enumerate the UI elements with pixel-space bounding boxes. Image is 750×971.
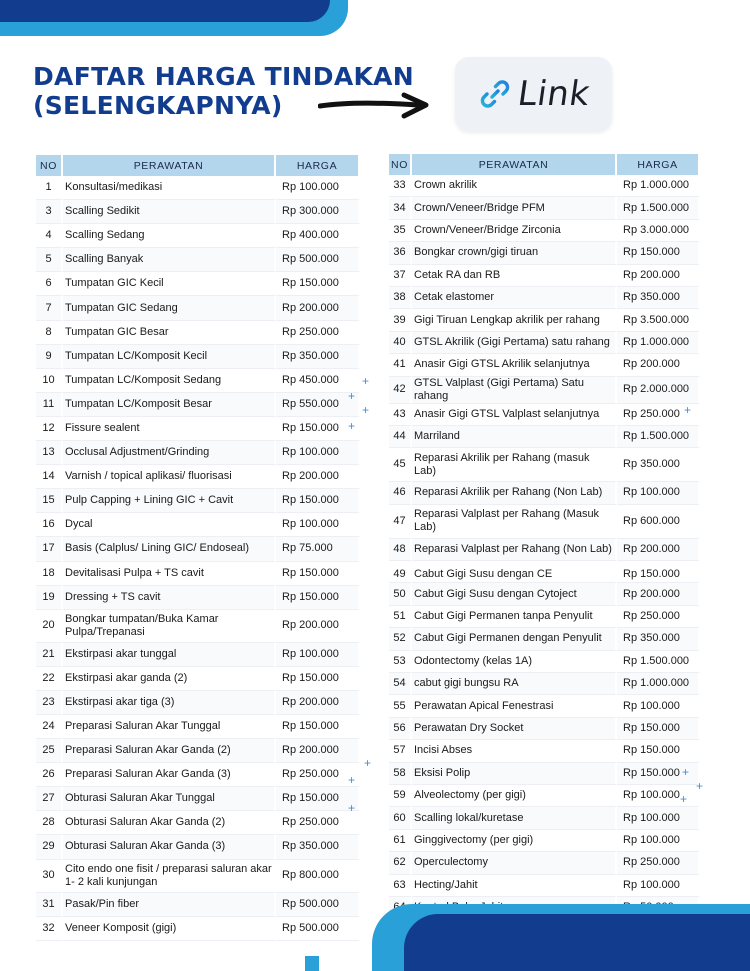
row-number: 54 xyxy=(389,673,412,695)
table-row xyxy=(389,606,700,628)
row-number: 21 xyxy=(36,643,63,667)
row-number: 29 xyxy=(36,835,63,859)
table-row xyxy=(389,583,700,605)
treatment-name: Cabut Gigi Permanen dengan Penyulit xyxy=(412,628,617,650)
table-row xyxy=(36,465,360,489)
table-row xyxy=(389,220,700,242)
table-row xyxy=(389,740,700,762)
treatment-name: GTSL Valplast (Gigi Pertama) Satu rahang xyxy=(412,377,617,404)
treatment-price: Rp 1.500.000 xyxy=(617,197,700,219)
row-number: 61 xyxy=(389,830,412,852)
table-row xyxy=(389,175,700,197)
treatment-price: Rp 100.000 xyxy=(276,643,360,667)
table-row xyxy=(389,404,700,426)
plus-sparkle-icon: + xyxy=(696,779,704,793)
treatment-price: Rp 150.000 xyxy=(276,586,360,610)
table-row xyxy=(389,309,700,331)
arrow-right-icon xyxy=(318,90,430,120)
treatment-name: Pulp Capping + Lining GIC + Cavit xyxy=(63,489,276,513)
link-button[interactable] xyxy=(455,57,612,131)
treatment-price: Rp 200.000 xyxy=(276,296,360,320)
treatment-price: Rp 250.000 xyxy=(617,852,700,874)
row-number: 60 xyxy=(389,807,412,829)
table-row xyxy=(389,830,700,852)
row-number: 26 xyxy=(36,763,63,787)
table-row xyxy=(36,489,360,513)
treatment-price: Rp 100.000 xyxy=(617,785,700,807)
treatment-price: Rp 200.000 xyxy=(617,539,700,561)
table-row xyxy=(36,643,360,667)
header-harga: HARGA xyxy=(617,154,700,175)
treatment-price: Rp 500.000 xyxy=(276,893,360,917)
treatment-name: Scalling Sedang xyxy=(63,224,276,248)
treatment-name: Perawatan Apical Fenestrasi xyxy=(412,695,617,717)
treatment-price: Rp 150.000 xyxy=(276,667,360,691)
treatment-name: Ekstirpasi akar tiga (3) xyxy=(63,691,276,715)
row-number: 39 xyxy=(389,309,412,331)
row-number: 44 xyxy=(389,426,412,448)
treatment-name: Preparasi Saluran Akar Ganda (3) xyxy=(63,763,276,787)
row-number: 43 xyxy=(389,404,412,426)
treatment-name: Ekstirpasi akar ganda (2) xyxy=(63,667,276,691)
price-table-right xyxy=(389,154,700,919)
link-chain-icon xyxy=(478,77,512,111)
treatment-price: Rp 100.000 xyxy=(617,807,700,829)
table-header-row xyxy=(389,154,700,175)
table-row xyxy=(389,448,700,482)
link-label: Link xyxy=(514,74,593,114)
treatment-name: Scalling lokal/kuretase xyxy=(412,807,617,829)
header-perawatan: PERAWATAN xyxy=(63,155,276,176)
row-number: 52 xyxy=(389,628,412,650)
table-row xyxy=(36,787,360,811)
treatment-name: Obturasi Saluran Akar Ganda (3) xyxy=(63,835,276,859)
plus-sparkle-icon: + xyxy=(362,403,370,417)
row-number: 42 xyxy=(389,377,412,404)
treatment-price: Rp 350.000 xyxy=(617,628,700,650)
treatment-price: Rp 75.000 xyxy=(276,537,360,561)
table-row xyxy=(36,610,360,643)
row-number: 30 xyxy=(36,860,63,893)
row-number: 38 xyxy=(389,287,412,309)
table-row xyxy=(36,835,360,859)
row-number: 34 xyxy=(389,197,412,219)
treatment-name: Cabut Gigi Susu dengan Cytoject xyxy=(412,583,617,605)
treatment-price: Rp 1.000.000 xyxy=(617,332,700,354)
plus-sparkle-icon: + xyxy=(364,756,372,770)
row-number: 28 xyxy=(36,811,63,835)
treatment-name: Cetak RA dan RB xyxy=(412,265,617,287)
row-number: 31 xyxy=(36,893,63,917)
treatment-name: Perawatan Dry Socket xyxy=(412,718,617,740)
treatment-name: Veneer Komposit (gigi) xyxy=(63,917,276,941)
row-number: 50 xyxy=(389,583,412,605)
treatment-price: Rp 1.000.000 xyxy=(617,673,700,695)
table-row xyxy=(36,860,360,893)
header-no: NO xyxy=(389,154,412,175)
table-row xyxy=(36,811,360,835)
treatment-name: Alveolectomy (per gigi) xyxy=(412,785,617,807)
row-number: 57 xyxy=(389,740,412,762)
row-number: 40 xyxy=(389,332,412,354)
row-number: 51 xyxy=(389,606,412,628)
treatment-price: Rp 150.000 xyxy=(276,787,360,811)
plus-sparkle-icon: + xyxy=(680,792,688,806)
row-number: 47 xyxy=(389,505,412,539)
treatment-name: Scalling Banyak xyxy=(63,248,276,272)
treatment-name: Reparasi Akrilik per Rahang (Non Lab) xyxy=(412,482,617,504)
treatment-price: Rp 100.000 xyxy=(617,830,700,852)
table-row xyxy=(36,296,360,320)
row-number: 14 xyxy=(36,465,63,489)
row-number: 16 xyxy=(36,513,63,537)
table-row xyxy=(36,763,360,787)
row-number: 62 xyxy=(389,852,412,874)
table-row xyxy=(389,852,700,874)
table-row xyxy=(36,272,360,296)
treatment-name: Tumpatan LC/Komposit Sedang xyxy=(63,369,276,393)
row-number: 10 xyxy=(36,369,63,393)
treatment-price: Rp 150.000 xyxy=(617,740,700,762)
price-table-left xyxy=(36,155,360,941)
treatment-price: Rp 150.000 xyxy=(617,242,700,264)
treatment-name: Cito endo one fisit / preparasi saluran akar 1- 2 kali kunjungan xyxy=(63,860,276,893)
row-number: 37 xyxy=(389,265,412,287)
treatment-name: Tumpatan GIC Sedang xyxy=(63,296,276,320)
treatment-price: Rp 350.000 xyxy=(276,345,360,369)
treatment-name: Incisi Abses xyxy=(412,740,617,762)
treatment-price: Rp 300.000 xyxy=(276,200,360,224)
treatment-price: Rp 200.000 xyxy=(617,583,700,605)
table-row xyxy=(389,718,700,740)
treatment-price: Rp 500.000 xyxy=(276,917,360,941)
row-number: 46 xyxy=(389,482,412,504)
row-number: 33 xyxy=(389,175,412,197)
row-number: 3 xyxy=(36,200,63,224)
treatment-price: Rp 800.000 xyxy=(276,860,360,893)
row-number: 7 xyxy=(36,296,63,320)
row-number: 48 xyxy=(389,539,412,561)
treatment-price: Rp 200.000 xyxy=(276,465,360,489)
treatment-name: Ekstirpasi akar tunggal xyxy=(63,643,276,667)
plus-sparkle-icon: + xyxy=(348,419,356,433)
page-title-line1: DAFTAR HARGA TINDAKAN xyxy=(33,62,415,91)
treatment-price: Rp 350.000 xyxy=(617,448,700,482)
treatment-price: Rp 250.000 xyxy=(276,811,360,835)
treatment-name: GTSL Akrilik (Gigi Pertama) satu rahang xyxy=(412,332,617,354)
treatment-name: Ginggivectomy (per gigi) xyxy=(412,830,617,852)
row-number: 32 xyxy=(36,917,63,941)
treatment-name: Tumpatan GIC Kecil xyxy=(63,272,276,296)
bottom-decor-band-inner xyxy=(404,914,750,971)
treatment-name: Tumpatan LC/Komposit Kecil xyxy=(63,345,276,369)
treatment-name: Crown/Veneer/Bridge Zirconia xyxy=(412,220,617,242)
table-row xyxy=(36,562,360,586)
treatment-name: Fissure sealent xyxy=(63,417,276,441)
row-number: 22 xyxy=(36,667,63,691)
treatment-price: Rp 1.500.000 xyxy=(617,426,700,448)
treatment-name: Reparasi Akrilik per Rahang (masuk Lab) xyxy=(412,448,617,482)
table-row xyxy=(389,265,700,287)
table-row xyxy=(36,893,360,917)
table-header-row xyxy=(36,155,360,176)
table-row xyxy=(36,739,360,763)
table-row xyxy=(36,321,360,345)
table-row xyxy=(389,785,700,807)
plus-sparkle-icon: + xyxy=(348,773,356,787)
table-row xyxy=(389,287,700,309)
table-row xyxy=(36,345,360,369)
treatment-price: Rp 100.000 xyxy=(617,875,700,897)
treatment-name: Crown/Veneer/Bridge PFM xyxy=(412,197,617,219)
table-row xyxy=(36,691,360,715)
treatment-name: Eksisi Polip xyxy=(412,763,617,785)
plus-sparkle-icon: + xyxy=(362,374,370,388)
table-row xyxy=(36,513,360,537)
treatment-price: Rp 150.000 xyxy=(276,562,360,586)
treatment-price: Rp 100.000 xyxy=(276,513,360,537)
treatment-name: Gigi Tiruan Lengkap akrilik per rahang xyxy=(412,309,617,331)
treatment-price: Rp 500.000 xyxy=(276,248,360,272)
table-row xyxy=(36,200,360,224)
table-row xyxy=(389,695,700,717)
treatment-price: Rp 200.000 xyxy=(617,354,700,376)
treatment-price: Rp 100.000 xyxy=(276,176,360,200)
row-number: 63 xyxy=(389,875,412,897)
treatment-price: Rp 550.000 xyxy=(276,393,360,417)
treatment-price: Rp 100.000 xyxy=(617,695,700,717)
row-number: 25 xyxy=(36,739,63,763)
treatment-name: Anasir Gigi GTSL Akrilik selanjutnya xyxy=(412,354,617,376)
row-number: 35 xyxy=(389,220,412,242)
row-number: 11 xyxy=(36,393,63,417)
header-no: NO xyxy=(36,155,63,176)
treatment-price: Rp 2.000.000 xyxy=(617,377,700,404)
table-row xyxy=(389,242,700,264)
treatment-price: Rp 150.000 xyxy=(276,272,360,296)
row-number: 12 xyxy=(36,417,63,441)
header-perawatan: PERAWATAN xyxy=(412,154,617,175)
treatment-price: Rp 250.000 xyxy=(617,606,700,628)
table-row xyxy=(389,354,700,376)
treatment-name: Cetak elastomer xyxy=(412,287,617,309)
table-row xyxy=(36,369,360,393)
row-number: 36 xyxy=(389,242,412,264)
row-number: 27 xyxy=(36,787,63,811)
table-row xyxy=(389,673,700,695)
treatment-name: Bongkar tumpatan/Buka Kamar Pulpa/Trepanasi xyxy=(63,610,276,643)
row-number: 17 xyxy=(36,537,63,561)
table-row xyxy=(36,667,360,691)
treatment-name: Obturasi Saluran Akar Ganda (2) xyxy=(63,811,276,835)
row-number: 15 xyxy=(36,489,63,513)
table-row xyxy=(36,248,360,272)
treatment-name: Varnish / topical aplikasi/ fluorisasi xyxy=(63,465,276,489)
treatment-price: Rp 100.000 xyxy=(276,441,360,465)
row-number: 5 xyxy=(36,248,63,272)
treatment-name: Dycal xyxy=(63,513,276,537)
treatment-price: Rp 100.000 xyxy=(617,482,700,504)
header-harga: HARGA xyxy=(276,155,360,176)
table-row xyxy=(36,417,360,441)
table-row xyxy=(389,482,700,504)
treatment-name: Marriland xyxy=(412,426,617,448)
row-number: 59 xyxy=(389,785,412,807)
treatment-price: Rp 150.000 xyxy=(276,489,360,513)
row-number: 13 xyxy=(36,441,63,465)
treatment-name: Scalling Sedikit xyxy=(63,200,276,224)
treatment-name: Cabut Gigi Susu dengan CE xyxy=(412,561,617,583)
table-row xyxy=(389,628,700,650)
row-number: 58 xyxy=(389,763,412,785)
treatment-price: Rp 150.000 xyxy=(276,715,360,739)
treatment-price: Rp 3.500.000 xyxy=(617,309,700,331)
treatment-price: Rp 200.000 xyxy=(276,610,360,643)
treatment-price: Rp 3.000.000 xyxy=(617,220,700,242)
treatment-name: Preparasi Saluran Akar Ganda (2) xyxy=(63,739,276,763)
row-number: 53 xyxy=(389,651,412,673)
treatment-name: cabut gigi bungsu RA xyxy=(412,673,617,695)
treatment-name: Obturasi Saluran Akar Tunggal xyxy=(63,787,276,811)
bottom-decor-square xyxy=(305,956,319,971)
treatment-name: Anasir Gigi GTSL Valplast selanjutnya xyxy=(412,404,617,426)
treatment-name: Dressing + TS cavit xyxy=(63,586,276,610)
row-number: 6 xyxy=(36,272,63,296)
plus-sparkle-icon: + xyxy=(348,389,356,403)
row-number: 55 xyxy=(389,695,412,717)
treatment-price: Rp 150.000 xyxy=(617,718,700,740)
treatment-price: Rp 450.000 xyxy=(276,369,360,393)
row-number: 1 xyxy=(36,176,63,200)
treatment-name: Tumpatan LC/Komposit Besar xyxy=(63,393,276,417)
treatment-name: Cabut Gigi Permanen tanpa Penyulit xyxy=(412,606,617,628)
table-row xyxy=(389,377,700,404)
treatment-price: Rp 350.000 xyxy=(276,835,360,859)
treatment-price: Rp 350.000 xyxy=(617,287,700,309)
treatment-name: Odontectomy (kelas 1A) xyxy=(412,651,617,673)
treatment-name: Tumpatan GIC Besar xyxy=(63,321,276,345)
table-row xyxy=(389,561,700,583)
row-number: 23 xyxy=(36,691,63,715)
treatment-price: Rp 600.000 xyxy=(617,505,700,539)
treatment-price: Rp 1.500.000 xyxy=(617,651,700,673)
table-row xyxy=(36,715,360,739)
treatment-price: Rp 150.000 xyxy=(617,561,700,583)
row-number: 19 xyxy=(36,586,63,610)
table-row xyxy=(389,875,700,897)
treatment-price: Rp 150.000 xyxy=(276,417,360,441)
table-row xyxy=(36,224,360,248)
treatment-name: Operculectomy xyxy=(412,852,617,874)
treatment-name: Preparasi Saluran Akar Tunggal xyxy=(63,715,276,739)
row-number: 8 xyxy=(36,321,63,345)
table-row xyxy=(389,539,700,561)
treatment-name: Hecting/Jahit xyxy=(412,875,617,897)
treatment-name: Crown akrilik xyxy=(412,175,617,197)
row-number: 41 xyxy=(389,354,412,376)
table-row xyxy=(36,917,360,941)
table-row xyxy=(389,807,700,829)
treatment-price: Rp 250.000 xyxy=(617,404,700,426)
treatment-price: Rp 1.000.000 xyxy=(617,175,700,197)
treatment-name: Konsultasi/medikasi xyxy=(63,176,276,200)
treatment-price: Rp 250.000 xyxy=(276,763,360,787)
table-row xyxy=(389,426,700,448)
table-row xyxy=(36,393,360,417)
row-number: 49 xyxy=(389,561,412,583)
table-row xyxy=(36,176,360,200)
treatment-name: Reparasi Valplast per Rahang (Non Lab) xyxy=(412,539,617,561)
treatment-price: Rp 250.000 xyxy=(276,321,360,345)
table-row xyxy=(36,537,360,561)
treatment-price: Rp 150.000 xyxy=(617,763,700,785)
treatment-name: Bongkar crown/gigi tiruan xyxy=(412,242,617,264)
table-row xyxy=(389,651,700,673)
treatment-name: Occlusal Adjustment/Grinding xyxy=(63,441,276,465)
table-row xyxy=(389,505,700,539)
treatment-price: Rp 200.000 xyxy=(276,739,360,763)
plus-sparkle-icon: + xyxy=(348,801,356,815)
row-number: 18 xyxy=(36,562,63,586)
plus-sparkle-icon: + xyxy=(684,403,692,417)
table-row xyxy=(389,332,700,354)
top-decor-band-inner xyxy=(0,0,330,22)
treatment-name: Reparasi Valplast per Rahang (Masuk Lab) xyxy=(412,505,617,539)
treatment-name: Devitalisasi Pulpa + TS cavit xyxy=(63,562,276,586)
table-row xyxy=(36,441,360,465)
treatment-name: Pasak/Pin fiber xyxy=(63,893,276,917)
treatment-name: Basis (Calplus/ Lining GIC/ Endoseal) xyxy=(63,537,276,561)
table-row xyxy=(389,763,700,785)
table-row xyxy=(389,197,700,219)
treatment-price: Rp 200.000 xyxy=(617,265,700,287)
table-row xyxy=(36,586,360,610)
row-number: 9 xyxy=(36,345,63,369)
row-number: 4 xyxy=(36,224,63,248)
row-number: 24 xyxy=(36,715,63,739)
row-number: 45 xyxy=(389,448,412,482)
treatment-price: Rp 400.000 xyxy=(276,224,360,248)
row-number: 20 xyxy=(36,610,63,643)
plus-sparkle-icon: + xyxy=(682,765,690,779)
treatment-price: Rp 200.000 xyxy=(276,691,360,715)
page-title-line2: (SELENGKAPNYA) xyxy=(33,91,283,120)
row-number: 56 xyxy=(389,718,412,740)
